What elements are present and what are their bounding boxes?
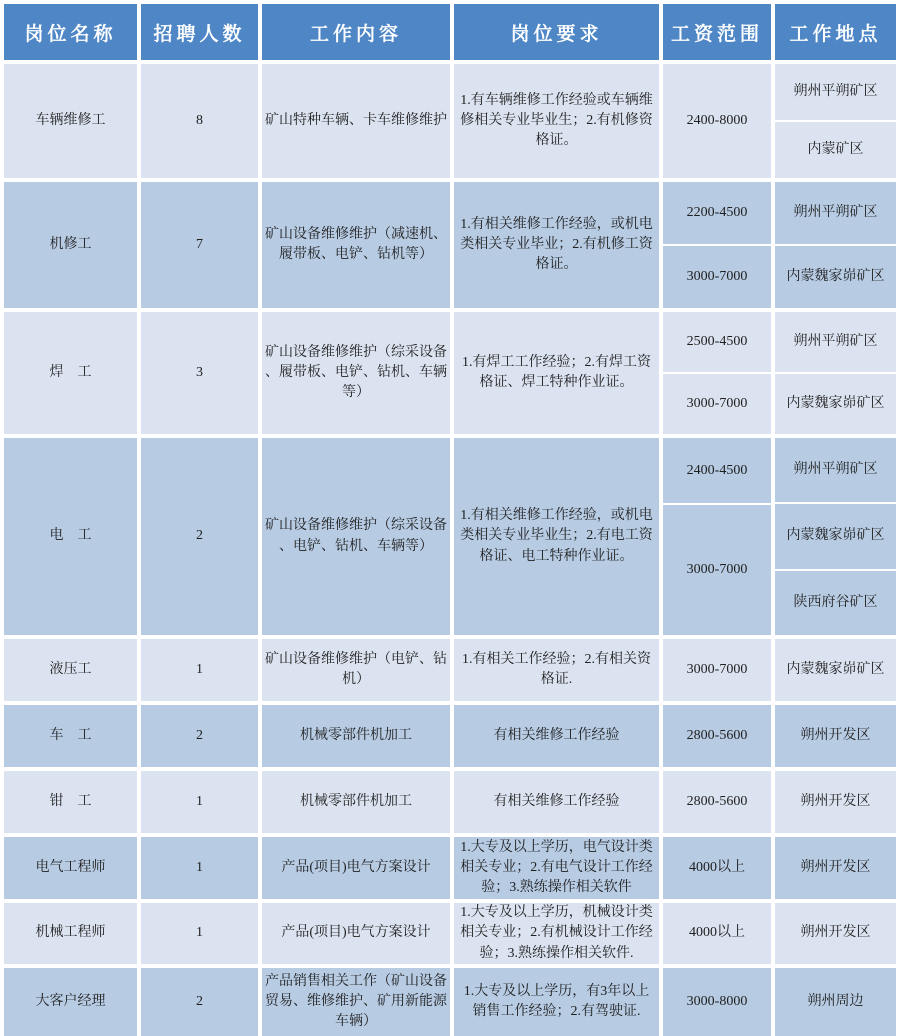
header-work-location: 工作地点 — [775, 4, 896, 60]
salary-column — [663, 438, 771, 635]
job-row — [4, 312, 896, 434]
salary-column — [663, 312, 771, 434]
header-salary-range: 工资范围 — [663, 4, 771, 60]
location-cell: 朔州平朔矿区 — [775, 182, 896, 244]
recruit-count-cell: 1 — [141, 837, 258, 899]
recruit-count-cell: 2 — [141, 705, 258, 767]
location-cell: 朔州平朔矿区 — [775, 64, 896, 120]
location-cell: 朔州平朔矿区 — [775, 438, 896, 502]
job-row — [4, 182, 896, 308]
position-name-cell: 电气工程师 — [4, 837, 137, 899]
job-row — [4, 639, 896, 701]
salary-cell: 3000-7000 — [663, 246, 771, 308]
job-row — [4, 438, 896, 635]
position-name-cell: 车辆维修工 — [4, 64, 137, 178]
job-row — [4, 771, 896, 833]
salary-cell: 2500-4500 — [663, 312, 771, 372]
salary-cell: 2400-8000 — [663, 64, 771, 178]
salary-cell: 2800-5600 — [663, 705, 771, 767]
job-content-cell: 矿山设备维修维护（综采设备、电铲、钻机、车辆等） — [262, 438, 450, 635]
header-job-requirements: 岗位要求 — [454, 4, 659, 60]
job-content-cell: 矿山设备维修维护（综采设备、履带板、电铲、钻机、车辆等） — [262, 312, 450, 434]
location-cell: 内蒙魏家峁矿区 — [775, 639, 896, 701]
job-content-cell: 矿山特种车辆、卡车维修维护 — [262, 64, 450, 178]
position-name-cell: 机修工 — [4, 182, 137, 308]
job-row — [4, 903, 896, 964]
recruit-count-cell: 1 — [141, 903, 258, 964]
salary-cell: 2200-4500 — [663, 182, 771, 244]
position-name-cell: 车 工 — [4, 705, 137, 767]
location-column — [775, 182, 896, 308]
position-name-cell: 钳 工 — [4, 771, 137, 833]
job-content-cell: 机械零部件机加工 — [262, 705, 450, 767]
salary-cell: 2800-5600 — [663, 771, 771, 833]
job-content-cell: 产品(项目)电气方案设计 — [262, 837, 450, 899]
location-cell: 内蒙魏家峁矿区 — [775, 504, 896, 568]
job-requirements-cell: 1.大专及以上学历，电气设计类相关专业；2.有电气设计工作经验；3.熟练操作相关软件 — [454, 837, 659, 899]
job-content-cell: 产品(项目)电气方案设计 — [262, 903, 450, 964]
location-cell: 内蒙魏家峁矿区 — [775, 374, 896, 434]
location-cell: 朔州开发区 — [775, 771, 896, 833]
location-cell: 朔州平朔矿区 — [775, 312, 896, 372]
salary-cell: 2400-4500 — [663, 438, 771, 503]
location-cell: 朔州周边 — [775, 968, 896, 1036]
location-column — [775, 312, 896, 434]
salary-cell: 3000-7000 — [663, 374, 771, 434]
job-requirements-cell: 1.有相关维修工作经验，或机电类相关专业毕业生；2.有电工资格证、电工特种作业证。 — [454, 438, 659, 635]
job-requirements-cell: 有相关维修工作经验 — [454, 771, 659, 833]
recruit-count-cell: 1 — [141, 639, 258, 701]
job-row — [4, 968, 896, 1036]
location-cell: 内蒙魏家峁矿区 — [775, 246, 896, 308]
job-requirements-cell: 1.有相关工作经验；2.有相关资格证. — [454, 639, 659, 701]
salary-cell: 3000-8000 — [663, 968, 771, 1036]
header-recruit-count: 招聘人数 — [141, 4, 258, 60]
recruit-count-cell: 3 — [141, 312, 258, 434]
position-name-cell: 电 工 — [4, 438, 137, 635]
recruit-count-cell: 7 — [141, 182, 258, 308]
job-row — [4, 705, 896, 767]
salary-column — [663, 182, 771, 308]
job-content-cell: 矿山设备维修维护（减速机、履带板、电铲、钻机等） — [262, 182, 450, 308]
table-header — [4, 4, 896, 60]
position-name-cell: 焊 工 — [4, 312, 137, 434]
job-requirements-cell: 1.有焊工工作经验；2.有焊工资格证、焊工特种作业证。 — [454, 312, 659, 434]
header-job-content: 工作内容 — [262, 4, 450, 60]
salary-column — [663, 64, 771, 178]
job-requirements-cell: 1.大专及以上学历，有3年以上销售工作经验；2.有驾驶证. — [454, 968, 659, 1036]
position-name-cell: 机械工程师 — [4, 903, 137, 964]
job-requirements-cell: 1.有车辆维修工作经验或车辆维修相关专业毕业生；2.有机修资格证。 — [454, 64, 659, 178]
location-cell: 内蒙矿区 — [775, 122, 896, 178]
salary-cell: 3000-7000 — [663, 639, 771, 701]
location-cell: 朔州开发区 — [775, 837, 896, 899]
salary-cell: 3000-7000 — [663, 505, 771, 635]
recruit-count-cell: 2 — [141, 438, 258, 635]
location-cell: 朔州开发区 — [775, 705, 896, 767]
job-requirements-cell: 1.大专及以上学历，机械设计类相关专业；2.有机械设计工作经验；3.熟练操作相关软件. — [454, 903, 659, 964]
salary-cell: 4000以上 — [663, 837, 771, 899]
location-cell: 朔州开发区 — [775, 903, 896, 964]
recruit-count-cell: 2 — [141, 968, 258, 1036]
recruit-count-cell: 1 — [141, 771, 258, 833]
salary-cell: 4000以上 — [663, 903, 771, 964]
location-column — [775, 438, 896, 635]
job-content-cell: 产品销售相关工作（矿山设备贸易、维修维护、矿用新能源车辆） — [262, 968, 450, 1036]
position-name-cell: 液压工 — [4, 639, 137, 701]
position-name-cell: 大客户经理 — [4, 968, 137, 1036]
recruit-count-cell: 8 — [141, 64, 258, 178]
job-content-cell: 机械零部件机加工 — [262, 771, 450, 833]
job-row — [4, 837, 896, 899]
location-cell: 陕西府谷矿区 — [775, 571, 896, 635]
job-requirements-cell: 有相关维修工作经验 — [454, 705, 659, 767]
job-row — [4, 64, 896, 178]
job-content-cell: 矿山设备维修维护（电铲、钻机） — [262, 639, 450, 701]
header-position-name: 岗位名称 — [4, 4, 137, 60]
location-column — [775, 64, 896, 178]
job-requirements-cell: 1.有相关维修工作经验，或机电类相关专业毕业；2.有机修工资格证。 — [454, 182, 659, 308]
